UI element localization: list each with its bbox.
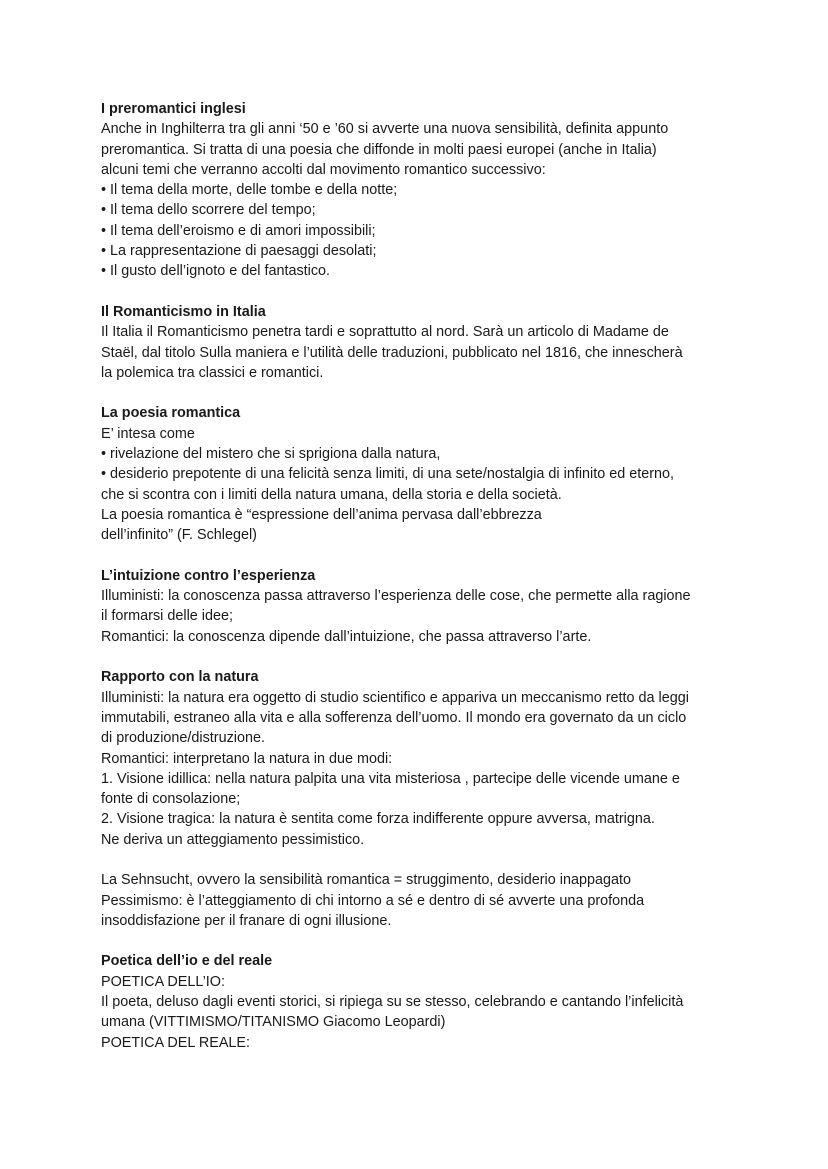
text-line: fonte di consolazione; <box>101 791 241 808</box>
text-line: • Il tema dello scorrere del tempo; <box>101 202 316 219</box>
text-line: Il Italia il Romanticismo penetra tardi e soprattutto al nord. Sarà un articolo di Madame de <box>101 324 669 341</box>
text-line: POETICA DEL REALE: <box>101 1034 251 1051</box>
text-line: preromantica. Si tratta di una poesia che diffonde in molti paesi europei (anche in Italia) <box>101 141 657 158</box>
text-line: alcuni temi che verranno accolti dal movimento romantico successivo: <box>101 161 546 178</box>
text-line: • Il tema della morte, delle tombe e della notte; <box>101 182 398 199</box>
text-line: Romantici: la conoscenza dipende dall’intuizione, che passa attraverso l’arte. <box>101 628 592 645</box>
section-heading: L’intuizione contro l’esperienza <box>101 567 316 584</box>
section-heading: Rapporto con la natura <box>101 669 259 686</box>
text-line: Ne deriva un atteggiamento pessimistico. <box>101 831 365 848</box>
text-line: immutabili, estraneo alla vita e alla sofferenza dell’uomo. Il mondo era governato da un ciclo <box>101 709 687 726</box>
section <box>101 951 741 1052</box>
text-line: Pessimismo: è l’atteggiamento di chi intorno a sé e dentro di sé avverte una profonda <box>101 892 645 909</box>
text-line: E’ intesa come <box>101 425 195 442</box>
text-line: La poesia romantica è “espressione dell’anima pervasa dall’ebbrezza <box>101 506 542 523</box>
text-line: • Il tema dell’eroismo e di amori impossibili; <box>101 222 376 239</box>
section-heading: Il Romanticismo in Italia <box>101 303 266 320</box>
section <box>101 302 741 383</box>
text-line: • rivelazione del mistero che si sprigiona dalla natura, <box>101 446 441 463</box>
text-line: la polemica tra classici e romantici. <box>101 364 324 381</box>
text-line: Romantici: interpretano la natura in due modi: <box>101 750 393 767</box>
text-line: dell’infinito” (F. Schlegel) <box>101 527 257 544</box>
section <box>101 870 741 931</box>
text-line: il formarsi delle idee; <box>101 608 233 625</box>
text-line: POETICA DELL’IO: <box>101 973 225 990</box>
text-line: 1. Visione idillica: nella natura palpita una vita misteriosa , partecipe delle vicende umane e <box>101 770 680 787</box>
text-line: • La rappresentazione di paesaggi desolati; <box>101 243 377 260</box>
section <box>101 403 741 545</box>
text-line: Illuministi: la conoscenza passa attraverso l’esperienza delle cose, che permette alla ragione <box>101 588 691 605</box>
text-line: Staël, dal titolo Sulla maniera e l’utilità delle traduzioni, pubblicato nel 1816, che innescherà <box>101 344 683 361</box>
section <box>101 566 741 647</box>
text-line: • Il gusto dell’ignoto e del fantastico. <box>101 263 331 280</box>
document-body <box>101 99 741 1073</box>
section-heading: Poetica dell’io e del reale <box>101 953 273 970</box>
section <box>101 667 741 850</box>
text-line: Anche in Inghilterra tra gli anni ‘50 e ’60 si avverte una nuova sensibilità, definita appunto <box>101 121 669 138</box>
text-line: 2. Visione tragica: la natura è sentita come forza indifferente oppure avversa, matrigna. <box>101 811 655 828</box>
text-line: umana (VITTIMISMO/TITANISMO Giacomo Leopardi) <box>101 1014 446 1031</box>
text-line: Il poeta, deluso dagli eventi storici, si ripiega su se stesso, celebrando e cantando l’infelicità <box>101 994 684 1011</box>
text-line: che si scontra con i limiti della natura umana, della storia e della società. <box>101 486 562 503</box>
section-heading: I preromantici inglesi <box>101 101 246 117</box>
text-line: La Sehnsucht, ovvero la sensibilità romantica = struggimento, desiderio inappagato <box>101 872 631 889</box>
section-heading: La poesia romantica <box>101 405 241 422</box>
section <box>101 99 741 282</box>
text-line: • desiderio prepotente di una felicità senza limiti, di una sete/nostalgia di infinito ed eterno, <box>101 466 675 483</box>
text-line: di produzione/distruzione. <box>101 730 265 747</box>
text-line: Illuministi: la natura era oggetto di studio scientifico e appariva un meccanismo retto da leggi <box>101 689 689 706</box>
text-line: insoddisfazione per il franare di ogni illusione. <box>101 912 392 929</box>
